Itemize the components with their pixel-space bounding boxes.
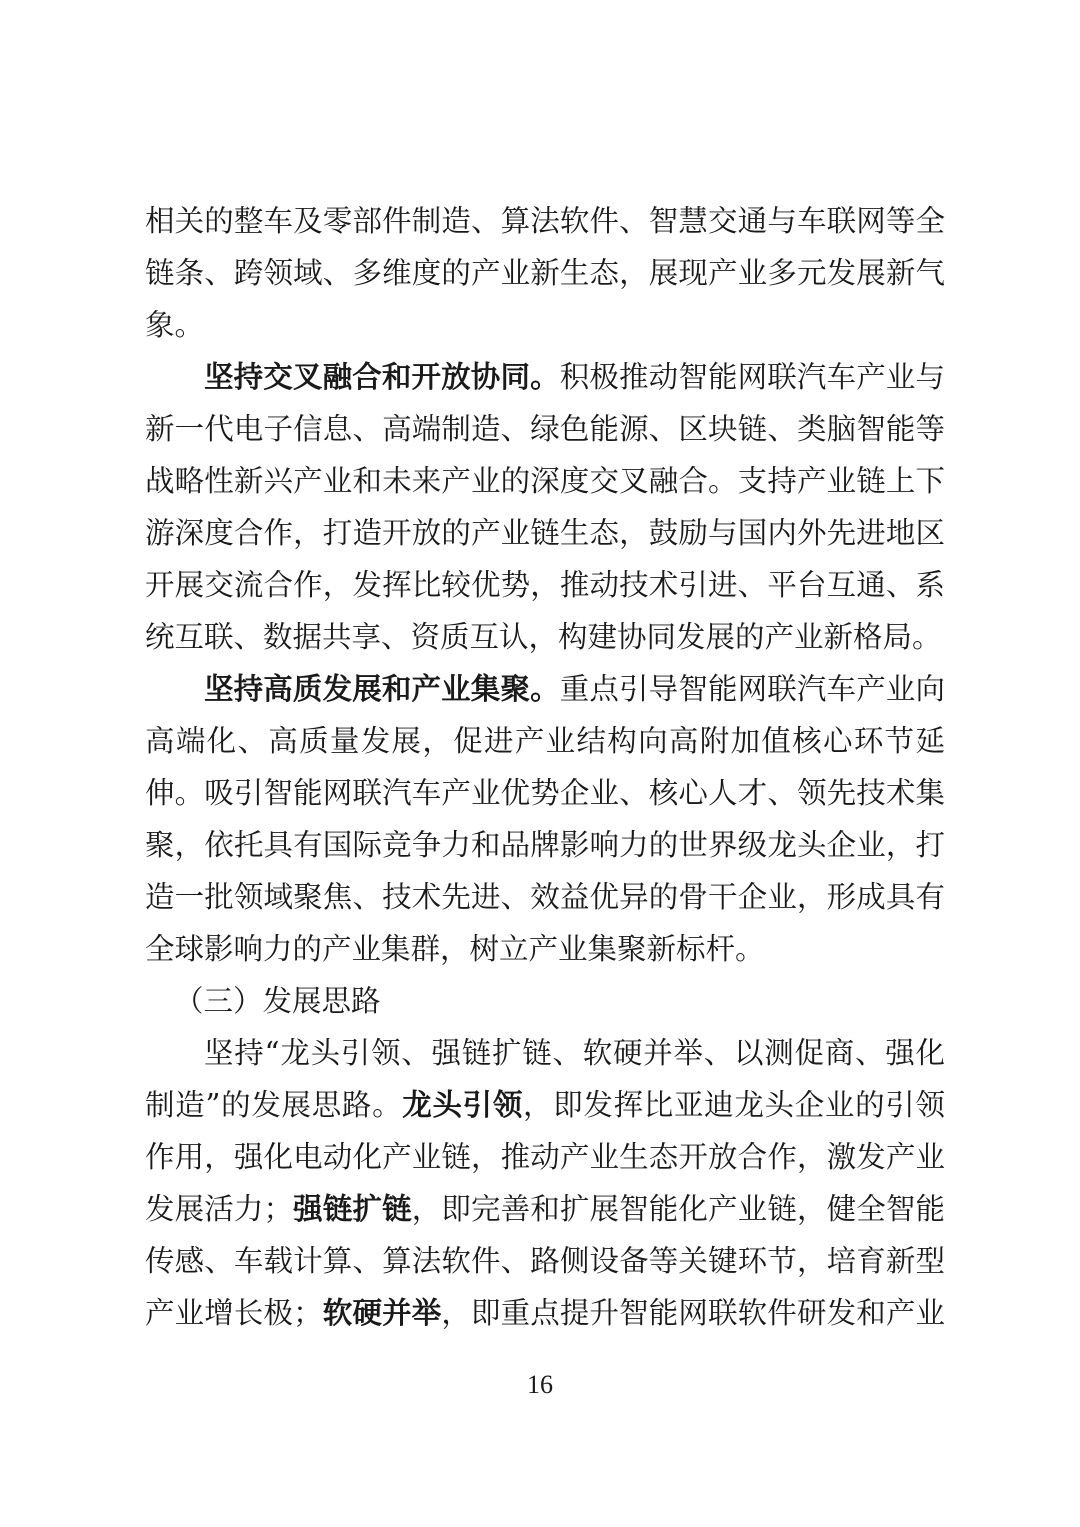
text-run: ，即完善和扩展智能化产业链，健全智能 [411,1192,945,1226]
text-line: 传感、车载计算、算法软件、路侧设备等关键环节，培育新型 [145,1244,945,1278]
bold-lead-text: 坚持交叉融合和开放协同。 [204,359,560,394]
text-run: 制造”的发展思路。 [145,1088,403,1122]
text-line [145,1079,945,1131]
text-line: 聚，依托具有国际竞争力和品牌影响力的世界级龙头企业，打 [145,828,945,862]
text-run: ，即重点提升智能网联软件研发和产业 [441,1296,945,1330]
paragraph-high-quality [145,663,945,975]
section-heading: （三）发展思路 [174,984,381,1018]
text-line: 象。 [145,308,205,342]
text-line [145,1287,945,1339]
paragraph-ecosystem [145,195,945,351]
text-run: 积极推动智能网联汽车产业与 [559,360,945,394]
text-line: 新一代电子信息、高端制造、绿色能源、区块链、类脑智能等 [145,412,945,446]
text-line: 统互联、数据共享、资质互认，构建协同发展的产业新格局。 [145,620,942,654]
text-line [145,1183,945,1235]
text-line: 相关的整车及零部件制造、算法软件、智慧交通与车联网等全 [145,204,945,238]
text-line [145,663,945,715]
paragraph-development-approach [145,1027,945,1339]
bold-keyword: 强链扩链 [293,1191,412,1226]
text-line: 开展交流合作，发挥比较优势，推动技术引进、平台互通、系 [145,568,945,602]
text-line: 作用，强化电动化产业链，推动产业生态开放合作，激发产业 [145,1140,945,1174]
paragraph-cross-integration [145,351,945,663]
text-line: 游深度合作，打造开放的产业链生态，鼓励与国内外先进地区 [145,516,945,550]
bold-keyword: 软硬并举 [322,1295,442,1330]
bold-keyword: 龙头引领 [402,1087,524,1122]
text-line: 造一批领域聚焦、技术先进、效益优异的骨干企业，形成具有 [145,880,945,914]
text-line: 全球影响力的产业集群，树立产业集聚新标杆。 [145,932,765,966]
text-run: ，即发挥比亚迪龙头企业的引领 [523,1088,945,1122]
text-line [145,351,945,403]
page-number: 16 [527,1370,553,1399]
text-run: 重点引导智能网联汽车产业向 [559,672,945,706]
document-body [145,195,945,1339]
text-line: 战略性新兴产业和未来产业的深度交叉融合。支持产业链上下 [145,464,945,498]
text-run: 发展活力； [145,1192,294,1226]
text-run: 产业增长极； [145,1296,323,1330]
text-line: 高端化、高质量发展，促进产业结构向高附加值核心环节延 [145,724,945,758]
text-line: 坚持“龙头引领、强链扩链、软硬并举、以测促商、强化 [204,1036,945,1070]
bold-lead-text: 坚持高质发展和产业集聚。 [204,671,560,706]
text-line: 伸。吸引智能网联汽车产业优势企业、核心人才、领先技术集 [145,776,945,810]
text-line: 链条、跨领域、多维度的产业新生态，展现产业多元发展新气 [145,256,945,290]
